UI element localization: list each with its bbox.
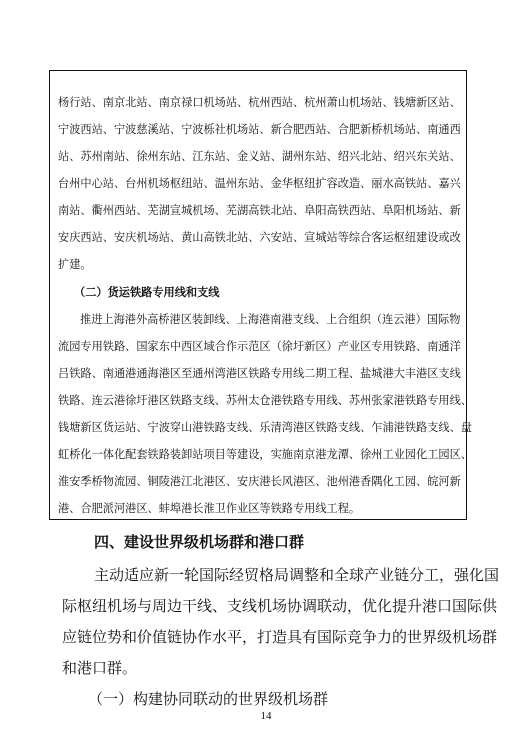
- box-line: 吕铁路、南通港通海港区至通州湾港区铁路专用线二期工程、盐城港大丰港区支线: [58, 367, 461, 380]
- box-line: 淮安季桥物流园、铜陵港江北港区、安庆港长风港区、池州港香隅化工园、皖河新: [58, 475, 461, 488]
- box-line: 虹桥化一体化配套铁路装卸站项目等建设，实施南京港龙潭、徐州工业园化工园区、: [58, 448, 472, 461]
- section-paragraph-line: 应链位势和价值链协作水平，打造具有国际竞争力的世界级机场群: [62, 628, 498, 646]
- box-line: 流园专用铁路、国家东中西区域合作示范区（徐圩新区）产业区专用铁路、南通洋: [58, 340, 461, 353]
- box-line: 杨行站、南京北站、南京禄口机场站、杭州西站、杭州萧山机场站、钱塘新区站、: [58, 96, 461, 109]
- box-line: 安庆西站、安庆机场站、黄山高铁北站、六安站、宣城站等综合客运枢纽建设或改: [58, 231, 461, 244]
- box-line: 站、苏州南站、徐州东站、江东站、金义站、湖州东站、绍兴北站、绍兴东关站、: [58, 150, 461, 163]
- box-line: 台州中心站、台州机场枢纽站、温州东站、金华枢纽扩容改造、丽水高铁站、嘉兴: [58, 177, 461, 190]
- box-heading: （二）货运铁路专用线和支线: [74, 285, 220, 299]
- section-heading: 四、建设世界级机场群和港口群: [94, 533, 305, 551]
- section-subheading: （一）构建协同联动的世界级机场群: [88, 690, 329, 708]
- box-line: 宁波西站、宁波慈溪站、宁波栎社机场站、新合肥西站、合肥新桥机场站、南通西: [58, 123, 461, 136]
- section-paragraph-line: 主动适应新一轮国际经贸格局调整和全球产业链分工，强化国: [94, 566, 500, 584]
- section-paragraph-line: 际枢纽机场与周边干线、支线机场协调联动，优化提升港口国际供: [62, 597, 498, 615]
- page-number: 14: [260, 710, 272, 722]
- box-line: 港、合肥派河港区、蚌埠港长淮卫作业区等铁路专用线工程。: [58, 502, 361, 515]
- box-line: 铁路、连云港徐圩港区铁路支线、苏州太仓港铁路专用线、苏州张家港铁路专用线、: [58, 394, 472, 407]
- box-line: 扩建。: [58, 258, 92, 271]
- box-line: 钱塘新区货运站、宁波穿山港铁路支线、乐清湾港区铁路支线、乍浦港铁路支线、盘: [58, 421, 472, 434]
- box-line: 南站、衢州西站、芜湖宣城机场、芜湖高铁北站、阜阳高铁西站、阜阳机场站、新: [58, 204, 461, 217]
- section-paragraph-line: 和港口群。: [62, 659, 138, 677]
- box-line: 推进上海港外高桥港区装卸线、上海港南港支线、上合组织（连云港）国际物: [80, 313, 461, 326]
